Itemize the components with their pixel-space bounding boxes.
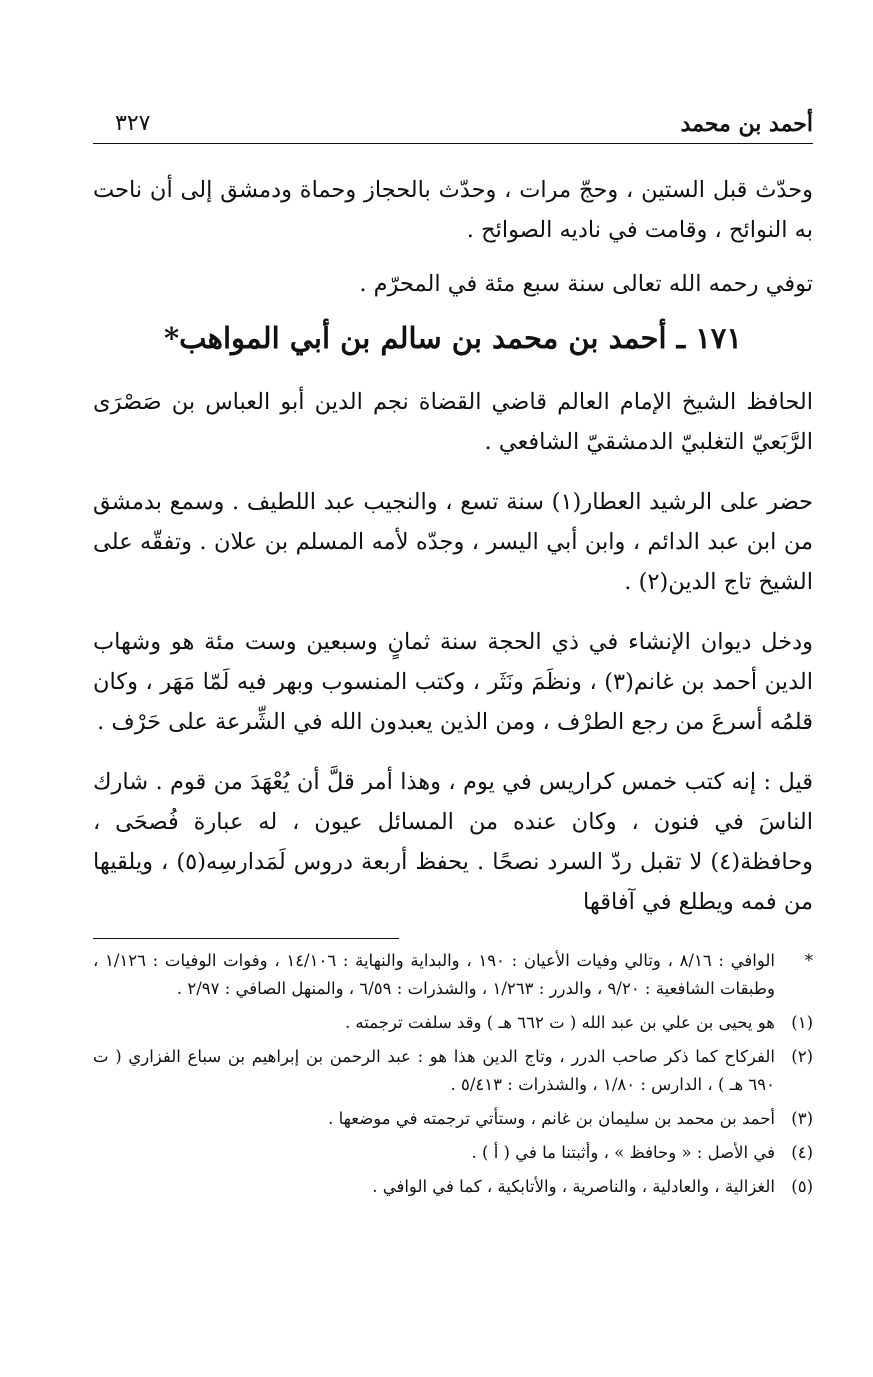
footnote (93, 1173, 813, 1201)
footnote-marker: * (804, 951, 813, 970)
footnote (93, 1105, 813, 1133)
footnote-text: أحمد بن محمد بن سليمان بن غانم ، وستأتي ترجمته في موضعها . (328, 1109, 775, 1128)
footnote-text: الغزالية ، والعادلية ، والناصرية ، والأتابكية ، كما في الوافي . (372, 1177, 775, 1196)
footnote-divider (93, 938, 399, 939)
footnote (93, 1009, 813, 1037)
paragraph: ودخل ديوان الإنشاء في ذي الحجة سنة ثمانٍ وسبعين وست مئة هو وشهاب الدين أحمد بن غانم(٣) ، ونظَمَ ونَثَر ، وكتب المنسوب وبهر فيه لَمّا مَهَر ، وكان قلمُه أسرعَ من رجع الطرْف ، ومن الذين يعبدون الله في الشِّرعة على حَرْف . (93, 629, 813, 735)
entry-heading: ١٧١ ـ أحمد بن محمد بن سالم بن أبي المواهب* (164, 321, 742, 355)
page-number: ٣٢٧ (115, 111, 151, 136)
footnote-text: في الأصل : « وحافظ » ، وأثبتنا ما في ( أ ) . (471, 1143, 775, 1162)
paragraph: الحافظ الشيخ الإمام العالم قاضي القضاة نجم الدين أبو العباس بن صَصْرَى الرَّبَعيّ التغلبيّ الدمشقيّ الشافعي . (93, 389, 813, 455)
footnote-marker: (٣) (791, 1109, 813, 1128)
footnotes (93, 938, 813, 1207)
footnote (93, 1139, 813, 1167)
paragraph: حضر على الرشيد العطار(١) سنة تسع ، والنجيب عبد اللطيف . وسمع بدمشق من ابن عبد الدائم ، وابن أبي اليسر ، وجدّه لأمه المسلم بن علان . وتفقّه على الشيخ تاج الدين(٢) . (93, 489, 813, 595)
footnote (93, 1043, 813, 1099)
paragraph: توفي رحمه الله تعالى سنة سبع مئة في المحرّم . (359, 271, 813, 297)
footnote-marker: (٤) (791, 1143, 813, 1162)
footnote-text: الفركاح كما ذكر صاحب الدرر ، وتاج الدين هذا هو : عبد الرحمن بن إبراهيم بن سباع الفزاري ( ت ٦٩٠ هـ ) ، الدارس : ١/٨٠ ، والشذرات : ٥/٤١٣ . (93, 1047, 775, 1094)
running-title: أحمد بن محمد (680, 111, 813, 137)
footnote-text: هو يحيى بن علي بن عبد الله ( ت ٦٦٢ هـ ) وقد سلفت ترجمته . (344, 1013, 775, 1032)
footnote-text: الوافي : ٨/١٦ ، وتالي وفيات الأعيان : ١٩٠ ، والبداية والنهاية : ١٤/١٠٦ ، وفوات الوفيات : ١/١٢٦ ، وطبقات الشافعية : ٩/٢٠ ، والدرر : ١/٢٦٣ ، والشذرات : ٦/٥٩ ، والمنهل الصافي : ٢/٩٧ . (93, 951, 775, 998)
paragraph: وحدّث قبل الستين ، وحجّ مرات ، وحدّث بالحجاز وحماة ودمشق إلى أن ناحت به النوائح ، وقامت في ناديه الصوائح . (93, 177, 813, 243)
footnote (93, 947, 813, 1003)
page-header (93, 103, 813, 144)
footnote-marker: (١) (791, 1013, 813, 1032)
footnote-marker: (٢) (791, 1047, 813, 1066)
footnote-marker: (٥) (791, 1177, 813, 1196)
paragraph: قيل : إنه كتب خمس كراريس في يوم ، وهذا أمر قلَّ أن يُعْهَدَ من قوم . شارك الناسَ في فنون ، وكان عنده من المسائل عيون ، له عبارة فُصحَى ، وحافظة(٤) لا تقبل ردّ السرد نصحًا . يحفظ أربعة دروس لَمَدارسِه(٥) ، ويلقيها من فمه ويطلع في آفاقها (93, 769, 813, 915)
main-text (93, 170, 813, 936)
